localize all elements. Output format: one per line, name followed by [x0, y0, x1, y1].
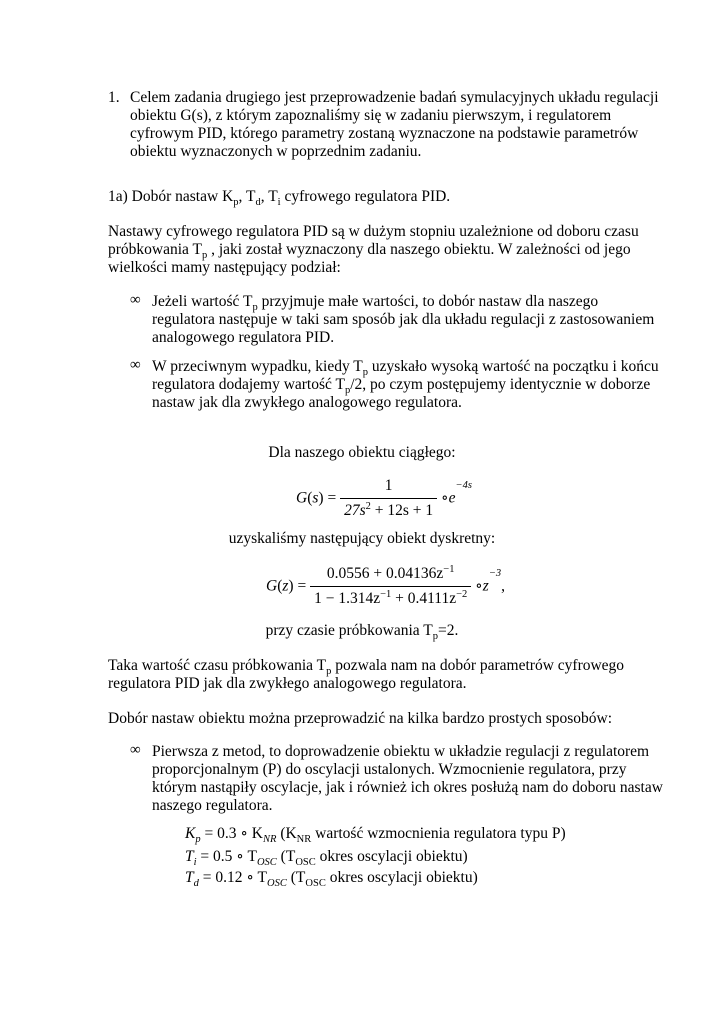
para2-line-2: regulatora PID jak dla zwykłego analogowego regulatora.	[108, 675, 467, 692]
para1-line-3: wielkości mamy następujący podział:	[108, 259, 341, 276]
para3-line: Dobór nastaw obiektu można przeprowadzić na kilka bardzo prostych sposobów:	[108, 710, 613, 727]
formula-ti: $T_i = 0.5$ ∘ $T_{OSC}$ ($T_{OSC}$ okres oscylacji obiektu)	[185, 848, 468, 869]
sampling-time-line: przy czasie próbkowania $T_p=2$.	[265, 622, 459, 643]
para1-line-2: próbkowania $T_p$ , jaki został wyznaczony dla naszego obiektu. W zależności od jego	[108, 241, 631, 262]
formula-td: $T_d = 0.12$ ∘ $T_{OSC}$ ($T_{OSC}$ okres oscylacji obiektu)	[185, 869, 478, 890]
discrete-label: uzyskaliśmy następujący obiekt dyskretny:	[228, 530, 496, 547]
bullet3-line-1: Pierwsza z metod, to doprowadzenie obiektu w układzie regulacji z regulatorem	[152, 743, 650, 760]
infinity-bullet-icon: ∞	[130, 292, 141, 308]
intro-line-1: Celem zadania drugiego jest przeprowadzenie badań symulacyjnych układu regulacji	[130, 89, 659, 106]
bullet1-line-2: regulatora następuje w taki sam sposób jak dla układu regulacji z zastosowaniem	[152, 311, 655, 328]
infinity-bullet-icon: ∞	[130, 742, 141, 758]
formula-kp: $K_p = 0.3$ ∘ $K_{NR}$ ($K_{NR}$ wartość wzmocnienia regulatora typu P)	[185, 825, 566, 846]
para2-line-1: Taka wartość czasu próbkowania $T_p$ pozwala nam na dobór parametrów cyfrowego	[108, 657, 625, 678]
bullet1-line-3: analogowego regulatora PID.	[152, 329, 335, 346]
intro-line-3: cyfrowym PID, którego parametry zostaną wyznaczone na podstawie parametrów	[130, 125, 639, 142]
intro-line-2: obiektu G(s), z którym zapoznaliśmy się w zadaniu pierwszym, i regulatorem	[130, 107, 612, 124]
equation-discrete: G(z) = $\frac{0.0556 + 0.04136z^{-1}}{1 - 1.314z^{-1} + 0.4111z^{-2}}$ $\circ z^{-3}$,	[266, 563, 506, 607]
section-heading: 1a) Dobór nastaw $K_p$, $T_d$, $T_i$ cyfrowego regulatora PID.	[108, 188, 451, 209]
equation-continuous: G(s) = $\frac{1}{27s^2 + 12s + 1}$ $\circ e^{-4s}$	[296, 477, 472, 519]
bullet1-line-1: Jeżeli wartość $T_p$ przyjmuje małe wartości, to dobór nastaw dla naszego	[152, 293, 599, 314]
bullet3-line-3: którym nastąpiły oscylacje, jak i również ich okres posłużą nam do doboru nastaw	[152, 779, 663, 796]
para1-line-1: Nastawy cyfrowego regulatora PID są w dużym stopniu uzależnione od doboru czasu	[108, 223, 639, 240]
bullet3-line-2: proporcjonalnym (P) do oscylacji ustalonych. Wzmocnienie regulatora, przy	[152, 761, 627, 778]
bullet2-line-3: nastaw jak dla zwykłego analogowego regulatora.	[152, 394, 462, 411]
bullet2-line-2: regulatora dodajemy wartość $T_p/2$, po czym postępujemy identycznie w doborze	[152, 376, 651, 397]
infinity-bullet-icon: ∞	[130, 357, 141, 373]
list-number: 1.	[108, 89, 120, 106]
intro-line-4: obiektu wyznaczonych w poprzednim zadaniu.	[130, 143, 422, 160]
object-label: Dla naszego obiektu ciągłego:	[268, 444, 456, 461]
bullet2-line-1: W przeciwnym wypadku, kiedy $T_p$ uzyskało wysoką wartość na początku i końcu	[152, 358, 659, 379]
bullet3-line-4: naszego regulatora.	[152, 797, 273, 814]
